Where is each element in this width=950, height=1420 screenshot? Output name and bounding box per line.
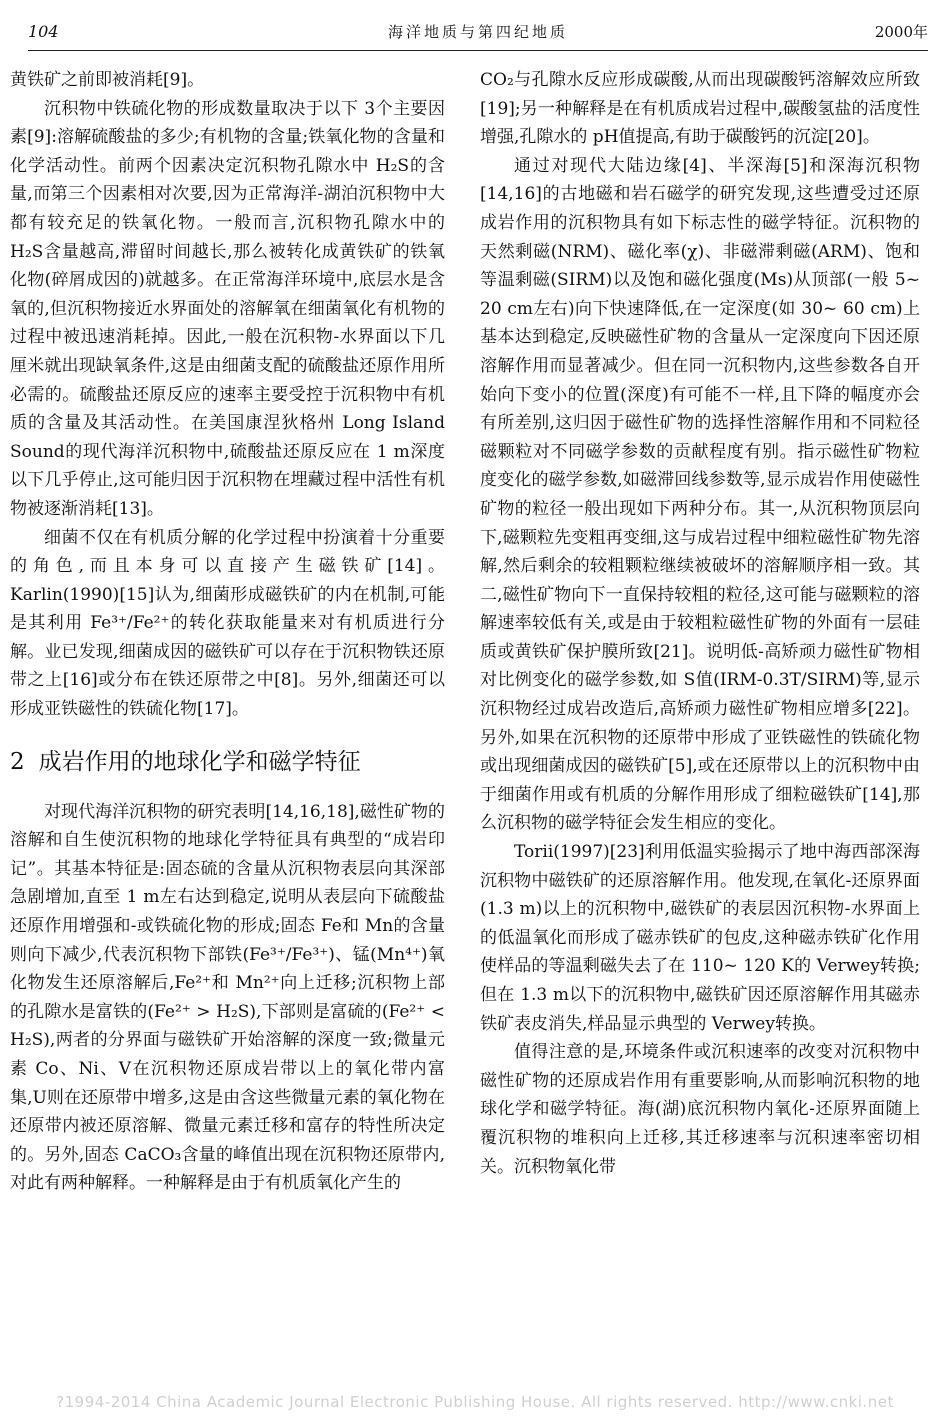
header-rule (28, 50, 928, 51)
paragraph: 通过对现代大陆边缘[4]、半深海[5]和深海沉积物[14,16]的古地磁和岩石磁学的研究发现,这些遭受过还原成岩作用的沉积物具有如下标志性的磁学特征。沉积物的天然剩磁(NRM)、磁化率(χ)、非磁滞剩磁(ARM)、饱和等温剩磁(SIRM)以及饱和磁化强度(Ms)从顶部(一般 5~ 20 cm左右)向下快速降低,在一定深度(如 30~ 60 cm)上基本达到稳定,反映磁性矿物的含量从一定深度向下因还原溶解作用而显著减少。但在同一沉积物内,这些参数各自开始向下变小的位置(深度)有可能不一样,且下降的幅度亦会有所差别,这归因于磁性矿物的选择性溶解作用和不同粒径磁颗粒对不同磁学参数的贡献程度有别。指示磁性矿物粒度变化的磁学参数,如磁滞回线参数等,显示成岩作用使磁性矿物的粒径一般出现如下两种分布。其一,从沉积物顶层向下,磁颗粒先变粗再变细,这与成岩过程中细粒磁性矿物先溶解,然后剩余的较粗颗粒继续被破坏的溶解顺序相一致。其二,磁性矿物向下一直保持较粗的粒径,这可能与磁颗粒的溶解速率较低有关,或是由于较粗粒磁性矿物的外面有一层硅质或黄铁矿保护膜所致[21]。说明低-高矫顽力磁性矿物相对比例变化的磁学参数,如 S值(IRM-0.3T/SIRM)等,显示沉积物经过成岩改造后,高矫顽力磁性矿物相应增多[22]。另外,如果在沉积物的还原带中形成了亚铁磁性的铁硫化物或出现细菌成因的磁铁矿[5],或在还原带以上的沉积物中由于细菌作用或有机质的分解作用形成了细粒磁铁矿[14],那么沉积物的磁学特征会发生相应的变化。 (480, 155, 920, 834)
paragraph: 细菌不仅在有机质分解的化学过程中扮演着十分重要的角色,而且本身可以直接产生磁铁矿[14]。Karlin(1990)[15]认为,细菌形成磁铁矿的内在机制,可能是其利用 Fe³⁺/Fe²⁺的转化获取能量来对有机质进行分解。业已发现,细菌成因的磁铁矿可以存在于沉积物铁还原带之上[16]或分布在铁还原带之中[8]。另外,细菌还可以形成亚铁磁性的铁硫化物[17]。 (10, 527, 445, 720)
paragraph: Torii(1997)[23]利用低温实验揭示了地中海西部深海沉积物中磁铁矿的还原溶解作用。他发现,在氧化-还原界面(1.3 m)以上的沉积物中,磁铁矿的表层因沉积物-水界面上的低温氧化而形成了磁赤铁矿的包皮,这种磁赤铁矿化作用使样品的等温剩磁失去了在 110~ 120 K的 Verwey转换;但在 1.3 m以下的沉积物中,磁铁矿因还原溶解作用其磁赤铁矿表皮消失,样品显示典型的 Verwey转换。 (480, 842, 920, 1034)
section-heading (10, 746, 445, 778)
right-column (480, 66, 920, 1181)
paragraph: 沉积物中铁硫化物的形成数量取决于以下 3个主要因素[9]:溶解硫酸盐的多少;有机物的含量;铁氧化物的含量和化学活动性。前两个因素决定沉积物孔隙水中 H₂S的含量,而第三个因素相对次要,因为正常海洋-湖泊沉积物中大都有较充足的铁氧化物。一般而言,沉积物孔隙水中的 H₂S含量越高,滞留时间越长,那么被转化成黄铁矿的铁氧化物(碎屑成因的)就越多。在正常海洋环境中,底层水是含氧的,但沉积物接近水界面处的溶解氧在细菌氧化有机物的过程中被迅速消耗掉。因此,一般在沉积物-水界面以下几厘米就出现缺氧条件,这是由细菌支配的硫酸盐还原作用所必需的。硫酸盐还原反应的速率主要受控于沉积物中有机质的含量及其活动性。在美国康涅狄格州 Long Island Sound的现代海洋沉积物中,硫酸盐还原反应在 1 m深度以下几乎停止,这可能归因于沉积物在埋藏过程中活性有机物被逐渐消耗[13]。 (10, 98, 445, 519)
page-header (28, 20, 928, 44)
section-title: 成岩作用的地球化学和磁学特征 (38, 748, 361, 775)
page-number: 104 (28, 22, 59, 41)
paragraph: 值得注意的是,环境条件或沉积速率的改变对沉积物中磁性矿物的还原成岩作用有重要影响,从而影响沉积物的地球化学和磁学特征。海(湖)底沉积物内氧化-还原界面随上覆沉积物的堆积向上迁移,其迁移速率与沉积速率密切相关。沉积物氧化带 (480, 1042, 920, 1177)
left-column (10, 66, 445, 1198)
paragraph: 黄铁矿之前即被消耗[9]。 (10, 70, 205, 90)
paragraph: CO₂与孔隙水反应形成碳酸,从而出现碳酸钙溶解效应所致[19];另一种解释是在有机质成岩过程中,碳酸氢盐的活度性增强,孔隙水的 pH值提高,有助于碳酸钙的沉淀[20]。 (480, 70, 920, 148)
section-number: 2 (10, 748, 25, 775)
copyright-watermark: ?1994-2014 China Academic Journal Electronic Publishing House. All rights reserved. http://www.cnki.net (56, 1393, 894, 1411)
journal-title: 海洋地质与第四纪地质 (387, 23, 568, 41)
paragraph: 对现代海洋沉积物的研究表明[14,16,18],磁性矿物的溶解和自生使沉积物的地球化学特征具有典型的“成岩印记”。其基本特征是:固态硫的含量从沉积物表层向其深部急剧增加,直至 1 m左右达到稳定,说明从表层向下硫酸盐还原作用增强和-或铁硫化物的形成;固态 Fe和 Mn的含量则向下减少,代表沉积物下部铁(Fe³⁺/Fe³⁺)、锰(Mn⁴⁺)氧化物发生还原溶解后,Fe²⁺和 Mn²⁺向上迁移;沉积物上部的孔隙水是富铁的(Fe²⁺ > H₂S),下部则是富硫的(Fe²⁺ < H₂S),两者的分界面与磁铁矿开始溶解的深度一致;微量元素 Co、Ni、V在沉积物还原成岩带以上的氧化带内富集,U则在还原带中增多,这是由含这些微量元素的氧化物在还原带内被还原溶解、微量元素迁移和富存的特性所决定的。另外,固态 CaCO₃含量的峰值出现在沉积物还原带内,对此有两种解释。一种解释是由于有机质氧化产生的 (10, 801, 445, 1194)
publication-year: 2000年 (874, 23, 928, 41)
